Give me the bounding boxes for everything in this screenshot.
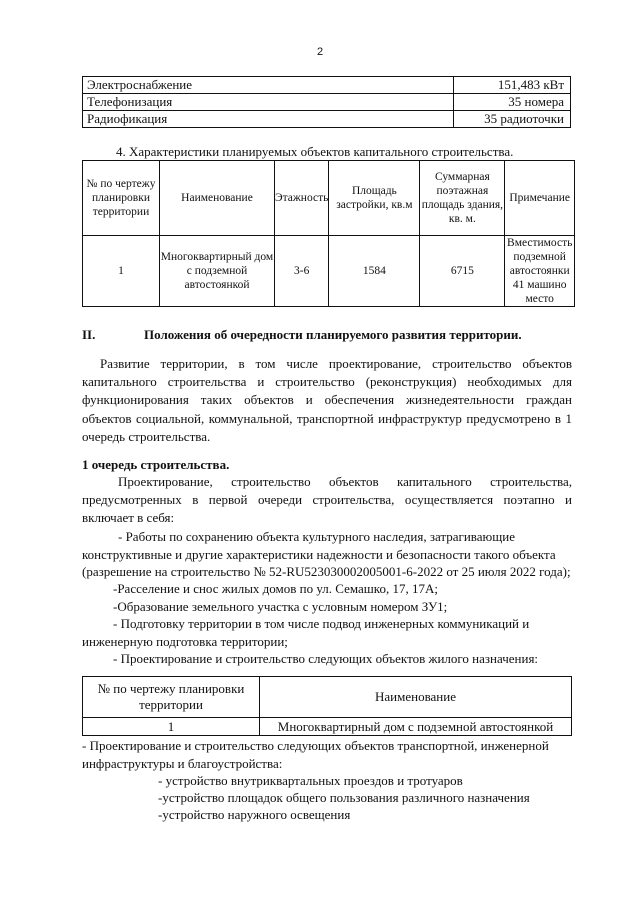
- intro-paragraph: Развитие территории, в том числе проектирование, строительство объектов капитального строительства и строительство (реконструкция) необходимых для функционирования таких объектов и обеспечения жизнедеятельности граждан объектов социальной, коммунальной, транспортной инфраструктур предусмотрено в 1 очередь строительства.: [82, 356, 572, 444]
- list-item: -Расселение и снос жилых домов по ул. Семашко, 17, 17А;: [113, 581, 438, 596]
- section-title: Положения об очередности планируемого развития территории.: [144, 327, 522, 342]
- table-cell: Многоквартирный дом с подземной автостоянкой: [260, 718, 572, 736]
- objects-table: [82, 676, 572, 736]
- utility-name: Радиофикация: [83, 111, 454, 128]
- utility-value: 35 радиоточки: [454, 111, 571, 128]
- table-row: [83, 94, 571, 111]
- column-header: Этажность: [275, 161, 329, 236]
- utility-name: Телефонизация: [83, 94, 454, 111]
- column-header: Наименование: [160, 161, 275, 236]
- utilities-table: [82, 76, 571, 128]
- list-item: -Образование земельного участка с условным номером ЗУ1;: [113, 599, 448, 614]
- list-item: -устройство наружного освещения: [158, 807, 351, 822]
- utility-value: 151,483 кВт: [454, 77, 571, 94]
- column-header: Площадь застройки, кв.м: [329, 161, 420, 236]
- column-header: № по чертежу планировки территории: [83, 161, 160, 236]
- page-number: 2: [316, 46, 324, 58]
- table-row: [83, 236, 575, 307]
- column-header: Наименование: [260, 677, 572, 718]
- table-cell: 6715: [420, 236, 505, 307]
- table-header-row: [83, 677, 572, 718]
- stage1-paragraph: Проектирование, строительство объектов капитального строительства, предусмотренных в первой очереди строительства, осуществляется поэтапно и включает в себя:: [82, 474, 572, 526]
- table-row: [83, 111, 571, 128]
- column-header: Примечание: [505, 161, 575, 236]
- table-cell: Многоквартирный дом с подземной автостоянкой: [160, 236, 275, 307]
- table-header-row: [83, 161, 575, 236]
- column-header: Суммарная поэтажная площадь здания, кв. м.: [420, 161, 505, 236]
- characteristics-table: [82, 160, 575, 307]
- table-cell: 3-6: [275, 236, 329, 307]
- list-item: - Проектирование и строительство следующих объектов жилого назначения:: [113, 651, 539, 666]
- list-item: - устройство внутриквартальных проездов и тротуаров: [158, 773, 463, 788]
- list-item: - Подготовку территории в том числе подвод инженерных коммуникаций и инженерную подготовка территории;: [82, 616, 530, 649]
- stage1-title: 1 очередь строительства.: [82, 457, 230, 472]
- section-number: II.: [82, 327, 96, 342]
- utility-value: 35 номера: [454, 94, 571, 111]
- table-row: [83, 77, 571, 94]
- table-cell: 1584: [329, 236, 420, 307]
- section4-caption: 4. Характеристики планируемых объектов капитального строительства.: [116, 144, 514, 159]
- list-item: -устройство площадок общего пользования различного назначения: [158, 790, 530, 805]
- table-row: [83, 718, 572, 736]
- table-cell: 1: [83, 236, 160, 307]
- utility-name: Электроснабжение: [83, 77, 454, 94]
- table-cell: Вместимость подземной автостоянки 41 машино место: [505, 236, 575, 307]
- table-cell: 1: [83, 718, 260, 736]
- list-item: - Работы по сохранению объекта культурного наследия, затрагивающие конструктивные и другие характеристики надежности и безопасности такого объекта (разрешение на строительство № 52-RU523030002005001-6-2022 от 25 июля 2022 года);: [82, 529, 571, 579]
- transport-intro: - Проектирование и строительство следующих объектов транспортной, инженерной инфраструктуры и благоустройства:: [82, 738, 549, 771]
- column-header: № по чертежу планировки территории: [83, 677, 260, 718]
